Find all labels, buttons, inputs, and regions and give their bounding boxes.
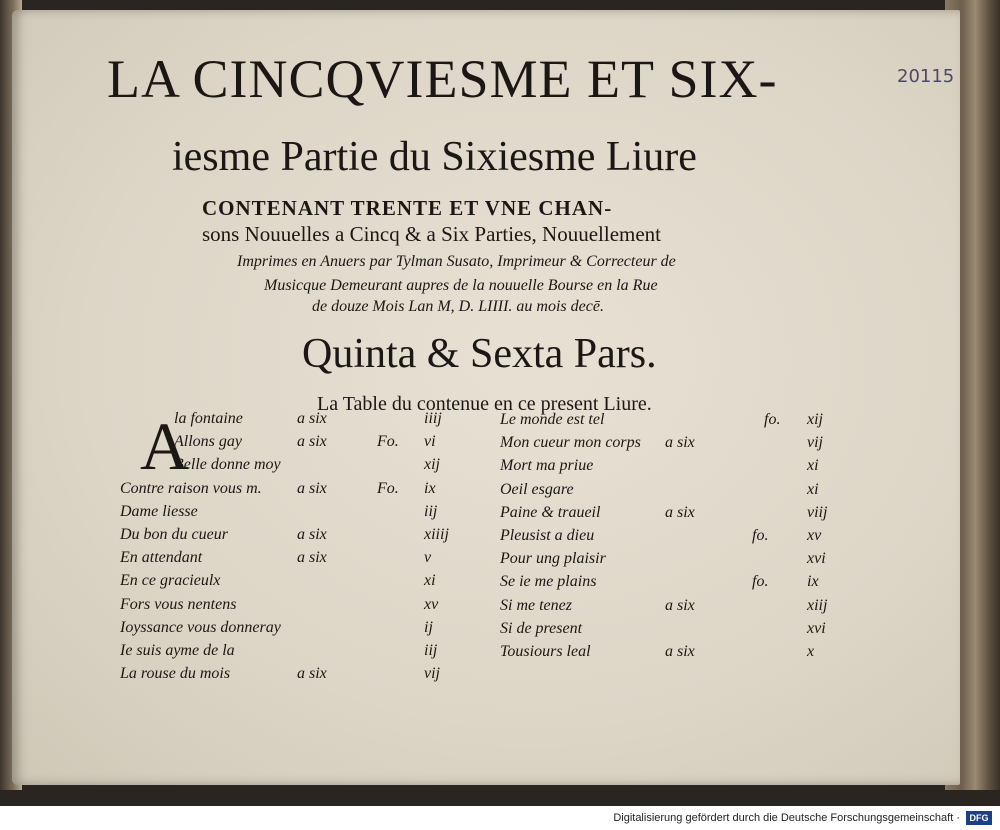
- toc-entry-title: Mon cueur mon corps: [500, 434, 641, 452]
- toc-entry-title: Mort ma priue: [500, 457, 594, 475]
- toc-entry-folio-number: xv: [807, 527, 822, 544]
- footer-credit: Digitalisierung gefördert durch die Deutsche Forschungsgemeinschaft ·: [613, 812, 960, 824]
- imprint-line-2: Musicque Demeurant aupres de la nouuelle Bourse en la Rue: [264, 277, 658, 294]
- toc-entry-voices: a six: [297, 526, 327, 543]
- title-line-4: sons Nouuelles a Cincq & a Six Parties, Nouuellement: [202, 222, 662, 246]
- title-line-3: CONTENANT TRENTE ET VNE CHAN-: [202, 196, 613, 220]
- toc-entry-title: Si me tenez: [500, 596, 572, 614]
- toc-entry-title: la fontaine: [174, 410, 243, 427]
- drop-cap: A: [140, 408, 190, 484]
- toc-entry-title: Pleusist a dieu: [500, 527, 595, 544]
- toc-entry-folio-number: viij: [807, 503, 828, 521]
- toc-entry-voices: a six: [297, 549, 327, 567]
- title-line-1: LA CINCQVIESME ET SIX-: [107, 49, 778, 109]
- toc-entry-title: Si de present: [500, 619, 583, 637]
- title-line-2: iesme Partie du Sixiesme Liure: [172, 134, 697, 180]
- toc-entry-voices: a six: [665, 503, 695, 521]
- toc-entry-title: Ie suis ayme de la: [120, 642, 235, 659]
- toc-entry-folio-number: xi: [424, 572, 436, 590]
- toc-entry-folio-number: ix: [807, 573, 819, 591]
- toc-entry-folio-number: xij: [424, 456, 440, 474]
- toc-entry-voices: a six: [665, 434, 695, 452]
- toc-entry-title: Pour ung plaisir: [500, 550, 606, 568]
- toc-entry-title: Allons gay: [174, 433, 242, 451]
- toc-entry-title: Paine & traueil: [500, 503, 601, 521]
- toc-entry-folio-number: xv: [424, 595, 439, 613]
- toc-entry-folio-number: iij: [424, 642, 438, 659]
- book-page: [12, 10, 960, 785]
- toc-entry-folio-number: ix: [424, 479, 436, 497]
- toc-entry-folio-number: x: [807, 643, 815, 660]
- toc-entry-folio-number: xvi: [807, 619, 826, 637]
- toc-entry-title: Contre raison vous m.: [120, 479, 262, 497]
- toc-entry-folio-number: xiij: [807, 596, 828, 614]
- toc-entry-voices: a six: [297, 433, 327, 451]
- toc-entry-title: Se ie me plains: [500, 573, 597, 591]
- toc-entry-folio-number: xi: [807, 480, 819, 498]
- toc-entry-voices: a six: [297, 410, 327, 427]
- toc-entry-folio-number: xi: [807, 457, 819, 475]
- pencil-shelfmark: 20115: [897, 66, 955, 87]
- toc-entry-voices: a six: [665, 643, 695, 660]
- toc-entry-title: Ioyssance vous donneray: [120, 618, 281, 636]
- toc-entry-title: Fors vous nentens: [120, 595, 237, 613]
- toc-entry-folio-number: xij: [807, 411, 823, 428]
- toc-entry-folio-number: vij: [424, 665, 440, 683]
- toc-entry-voices: a six: [297, 665, 327, 683]
- toc-entry-title: Le monde est tel: [500, 411, 605, 428]
- toc-entry-title: En ce gracieulx: [120, 572, 221, 590]
- footer-bar: [0, 806, 1000, 830]
- toc-entry-folio-number: xvi: [807, 550, 826, 568]
- toc-entry-folio-number: vij: [807, 434, 823, 452]
- dfg-logo: DFG: [966, 811, 992, 825]
- toc-entry-title: Oeil esgare: [500, 480, 574, 498]
- toc-entry-folio-number: xiiij: [424, 526, 449, 543]
- toc-entry-folio-label: fo.: [752, 527, 769, 544]
- toc-entry-folio-number: iiij: [424, 410, 442, 427]
- toc-entry-title: La rouse du mois: [120, 665, 231, 683]
- toc-entry-title: En attendant: [120, 549, 203, 567]
- toc-entry-title: Tousiours leal: [500, 643, 591, 660]
- toc-entry-folio-label: Fo.: [377, 433, 399, 451]
- toc-entry-folio-label: Fo.: [377, 479, 399, 497]
- toc-entry-title: Du bon du cueur: [120, 526, 228, 543]
- toc-entry-folio-number: v: [424, 549, 432, 567]
- toc-entry-folio-label: fo.: [752, 573, 769, 591]
- toc-entry-folio-number: ij: [424, 618, 433, 636]
- toc-entry-title: Belle donne moy: [174, 456, 281, 474]
- pars-heading: Quinta & Sexta Pars.: [302, 331, 657, 377]
- toc-entry-title: Dame liesse: [120, 502, 198, 520]
- imprint-line-1: Imprimes en Anuers par Tylman Susato, Imprimeur & Correcteur de: [237, 253, 676, 270]
- toc-entry-voices: a six: [297, 479, 327, 497]
- toc-entry-folio-number: vi: [424, 433, 436, 451]
- table-heading: La Table du contenue en ce present Liure.: [317, 393, 652, 415]
- toc-entry-folio-label: fo.: [764, 411, 781, 428]
- toc-entry-folio-number: iij: [424, 502, 438, 520]
- imprint-line-3: de douze Mois Lan M, D. LIIII. au mois decē.: [312, 298, 604, 315]
- toc-entry-voices: a six: [665, 596, 695, 614]
